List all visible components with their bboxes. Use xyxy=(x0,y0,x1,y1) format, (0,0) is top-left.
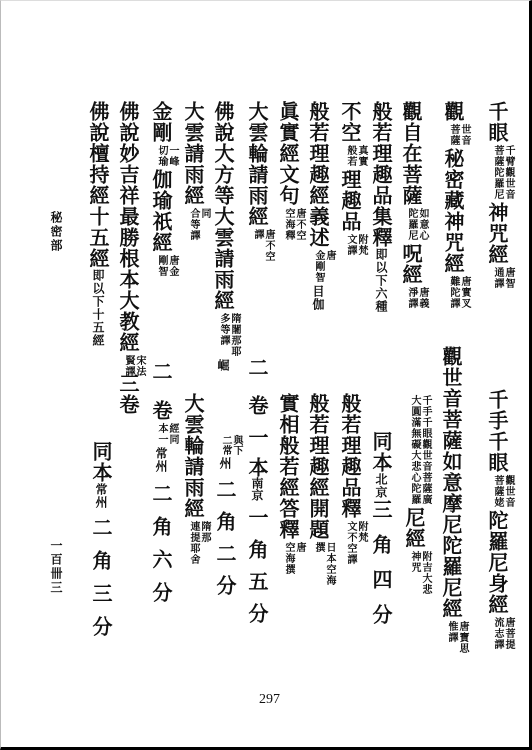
entry-1: 千眼千臂觀世音 菩薩陀羅尼神咒經唐智 通譯 xyxy=(485,101,514,289)
entry-2: 觀世音 菩薩秘密藏神咒經唐實叉 難陀譯 xyxy=(441,101,470,309)
vol-row-2: 與下 二常州二角二分 xyxy=(213,435,242,595)
page-number: 297 xyxy=(259,692,280,707)
right-lower-5: 般若理趣品釋附梵 文不空譯 xyxy=(338,393,367,565)
extra-volume: 三卷 xyxy=(116,373,140,415)
entry-5: 不空真實 般若理趣品附梵 文譯 xyxy=(338,101,367,256)
entry-13: 佛說檀持經十五經即以下十五經 xyxy=(86,101,110,347)
entry-8: 大雲輪請雨經唐不空 譯 xyxy=(245,101,274,262)
entry-9: 佛說大方等大雲請雨經隋闍那耶 多等譯崛 xyxy=(211,101,240,372)
right-lower-3: 千手千眼觀世音菩薩廣 大圓滿無礙大悲心陀羅尼經附吉大悲 神咒 xyxy=(402,395,431,595)
right-lower-2: 觀世音菩薩如意摩尼陀羅尼經唐寶思 惟譯 xyxy=(439,346,468,654)
right-lower-6: 般若理趣經開題日本空海 撰 xyxy=(306,393,335,586)
right-lower-1: 千手千眼觀世音 菩薩姥陀羅尼身經唐菩提 流志譯 xyxy=(485,389,514,650)
entry-4: 般若理趣品集釋即以下六種 xyxy=(369,101,393,313)
entry-7: 眞實經文句唐不空 空海釋 xyxy=(276,101,305,241)
right-lower-bottom: 同本常州二角三分 xyxy=(89,441,113,637)
vol-row-1: 二卷一本南京一角五分 xyxy=(245,357,269,623)
right-lower-7: 實相般若經答釋唐 空海撰 xyxy=(276,393,305,575)
vol-row-3: 二卷經同 本一常州二角六分 xyxy=(149,361,178,603)
page-folio: 一百卌三 xyxy=(49,539,63,595)
entry-3: 觀自在菩薩如意心 陀羅尼呪經唐義 淨譯 xyxy=(399,101,428,309)
entry-11: 金剛一峰 切瑜伽瑜祇經唐金 剛智 xyxy=(149,101,178,277)
lower-left-title-1: 大雲輪請雨經隋那 連提耶舍 xyxy=(181,393,210,565)
right-lower-4: 同本北京三角四分 xyxy=(369,431,393,625)
section-label: 秘密部 xyxy=(49,211,63,253)
entry-6: 般若理趣經義述唐 金剛智目伽 xyxy=(306,101,335,311)
entry-10: 大雲請雨經同 合等譯 xyxy=(181,101,210,241)
entry-12: 佛說妙吉祥最勝根本大教經宋法 賢譯 xyxy=(116,101,145,377)
